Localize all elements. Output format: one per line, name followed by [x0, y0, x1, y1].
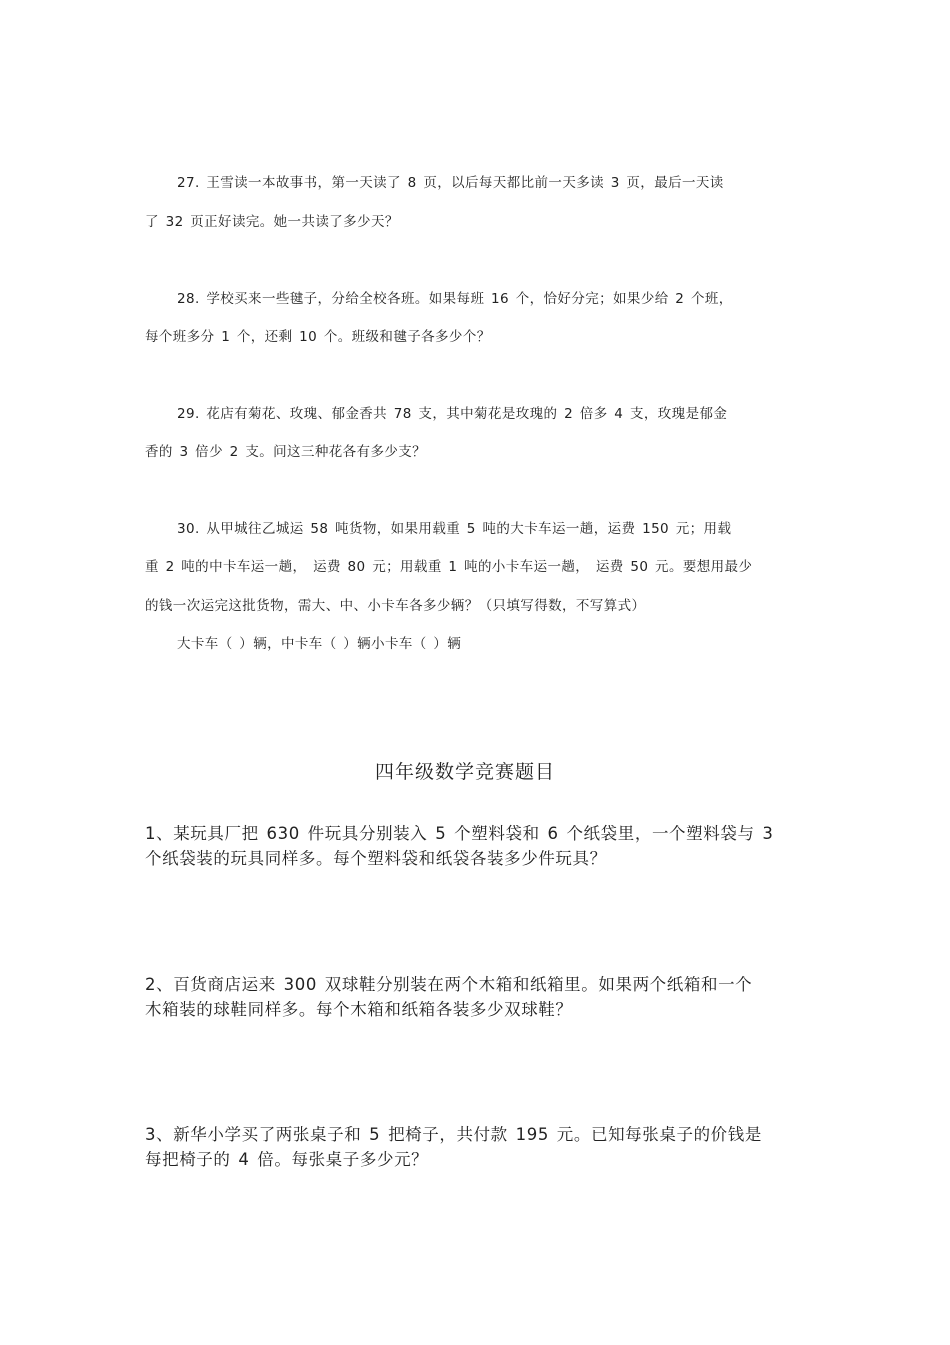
competition-problem-1-line-2: 个纸袋装的玩具同样多。每个塑料袋和纸袋各装多少件玩具？: [145, 849, 607, 868]
problem-27-line-2: 了 32 页正好读完。她一共读了多少天？: [145, 214, 399, 230]
competition-problem-1-line-1: 1、某玩具厂把 630 件玩具分别装入 5 个塑料袋和 6 个纸袋里，一个塑料袋与 3: [145, 824, 774, 843]
competition-problem-3-line-1: 3、新华小学买了两张桌子和 5 把椅子，共付款 195 元。已知每张桌子的价钱是: [145, 1125, 762, 1144]
problem-29-line-2: 香的 3 倍少 2 支。问这三种花各有多少支？: [145, 444, 427, 460]
problem-29-line-1: 29. 花店有菊花、玫瑰、郁金香共 78 支，其中菊花是玫瑰的 2 倍多 4 支，玫瑰是郁金: [177, 406, 728, 422]
problem-30-line-3: 的钱一次运完这批货物，需大、中、小卡车各多少辆？（只填写得数，不写算式）: [145, 598, 646, 614]
problem-28-line-1: 28. 学校买来一些毽子，分给全校各班。如果每班 16 个，恰好分完；如果少给 2 个班，: [177, 291, 733, 307]
problem-30-answer-line: 大卡车（ ）辆，中卡车（ ）辆小卡车（ ）辆: [177, 636, 462, 652]
competition-problem-2-line-1: 2、百货商店运来 300 双球鞋分别装在两个木箱和纸箱里。如果两个纸箱和一个: [145, 975, 753, 994]
competition-problem-3-line-2: 每把椅子的 4 倍。每张桌子多少元？: [145, 1150, 429, 1169]
problem-27-line-1: 27. 王雪读一本故事书，第一天读了 8 页，以后每天都比前一天多读 3 页，最后一天读: [177, 175, 724, 191]
problem-30-line-1: 30. 从甲城往乙城运 58 吨货物，如果用载重 5 吨的大卡车运一趟，运费 150 元；用载: [177, 521, 732, 537]
problem-28-line-2: 每个班多分 1 个，还剩 10 个。班级和毽子各多少个？: [145, 329, 491, 345]
problem-30-line-2: 重 2 吨的中卡车运一趟， 运费 80 元；用载重 1 吨的小卡车运一趟， 运费 50 元。要想用最少: [145, 559, 753, 575]
section-title: 四年级数学竞赛题目: [374, 761, 555, 783]
competition-problem-2-line-2: 木箱装的球鞋同样多。每个木箱和纸箱各装多少双球鞋？: [145, 1000, 573, 1019]
